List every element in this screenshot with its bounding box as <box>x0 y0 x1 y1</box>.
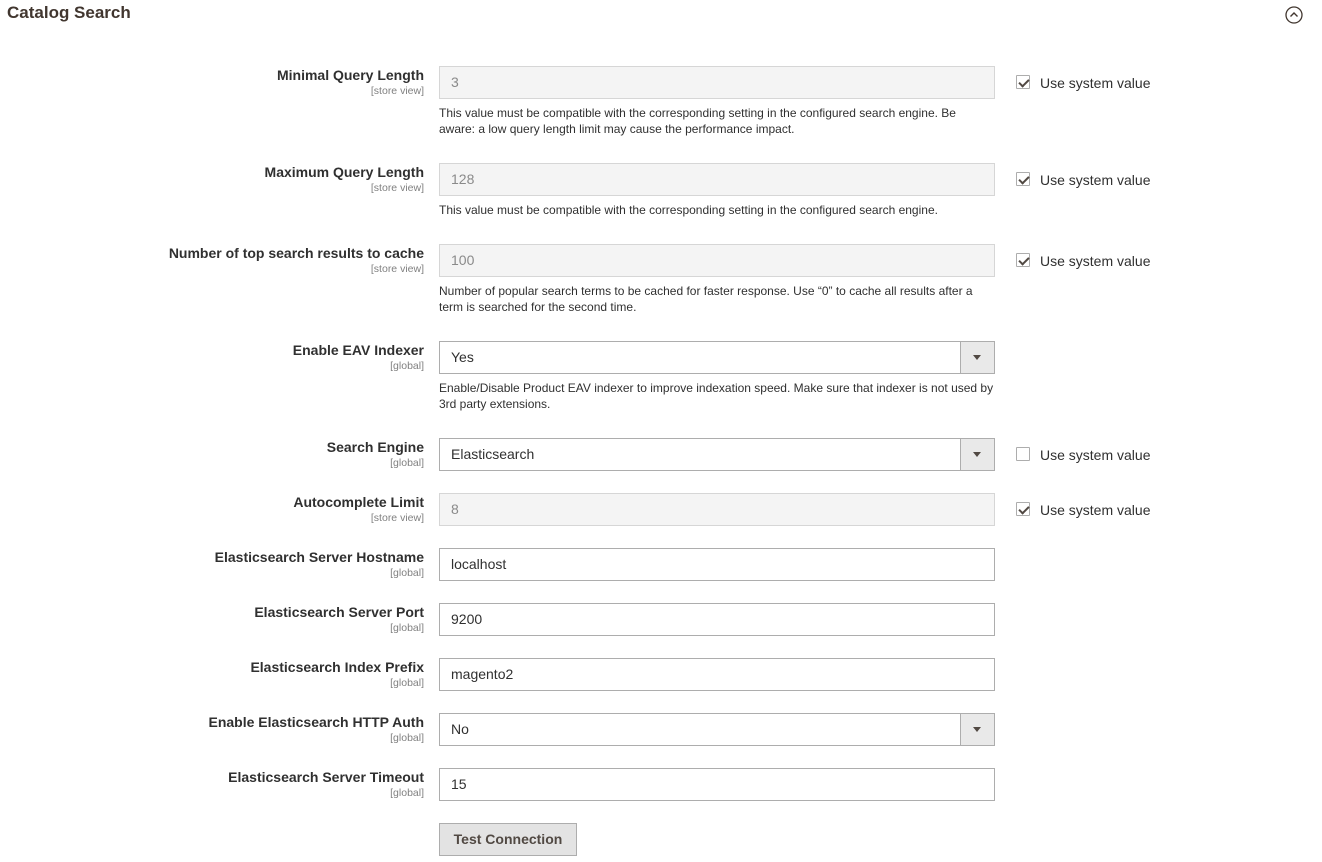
autocomplete-limit-scope: [store view] <box>370 512 424 524</box>
section-title[interactable]: Catalog Search <box>7 3 131 22</box>
maximum-query-length-scope: [store view] <box>370 182 424 194</box>
es-port-scope: [global] <box>390 622 424 634</box>
search-engine-label: Search Engine <box>326 439 424 455</box>
maximum-query-length-note: This value must be compatible with the corresponding setting in the configured search engine. <box>439 203 938 217</box>
use-system-label: Use system value <box>1040 502 1151 518</box>
es-http-auth-select[interactable] <box>439 713 995 746</box>
es-timeout-scope: [global] <box>390 787 424 799</box>
use-system-label: Use system value <box>1040 75 1151 91</box>
use-system-checkbox[interactable] <box>1016 447 1030 461</box>
minimal-query-length-scope: [store view] <box>370 85 424 97</box>
top-search-results-cache-input[interactable]: 100 <box>439 244 995 277</box>
test-connection-button[interactable]: Test Connection <box>439 823 577 856</box>
es-hostname-input[interactable]: localhost <box>439 548 995 581</box>
es-index-prefix-label: Elasticsearch Index Prefix <box>250 659 424 675</box>
es-index-prefix-scope: [global] <box>390 677 424 689</box>
minimal-query-length-input[interactable]: 3 <box>439 66 995 99</box>
es-port-input[interactable]: 9200 <box>439 603 995 636</box>
es-http-auth-label: Enable Elasticsearch HTTP Auth <box>208 714 424 730</box>
maximum-query-length-input[interactable]: 128 <box>439 163 995 196</box>
use-system-label: Use system value <box>1040 172 1151 188</box>
es-http-auth-scope: [global] <box>390 732 424 744</box>
enable-eav-indexer-value: Yes <box>451 349 474 365</box>
es-port-label: Elasticsearch Server Port <box>254 604 424 620</box>
maximum-query-length-label: Maximum Query Length <box>264 164 424 180</box>
use-system-checkbox[interactable] <box>1016 253 1030 267</box>
use-system-checkbox[interactable] <box>1016 75 1030 89</box>
search-engine-value: Elasticsearch <box>451 446 535 462</box>
search-engine-scope: [global] <box>390 457 424 469</box>
autocomplete-limit-input[interactable]: 8 <box>439 493 995 526</box>
es-index-prefix-input[interactable]: magento2 <box>439 658 995 691</box>
enable-eav-indexer-select[interactable] <box>439 341 995 374</box>
top-search-results-cache-note: Number of popular search terms to be cached for faster response. Use “0” to cache all results after a term is searched for the second time. <box>439 284 973 314</box>
caret-down-icon[interactable] <box>960 439 994 470</box>
top-search-results-cache-label: Number of top search results to cache <box>168 245 424 261</box>
es-hostname-scope: [global] <box>390 567 424 579</box>
collapse-section-icon[interactable] <box>1285 6 1303 24</box>
use-system-checkbox[interactable] <box>1016 502 1030 516</box>
es-http-auth-value: No <box>451 721 469 737</box>
es-hostname-label: Elasticsearch Server Hostname <box>214 549 424 565</box>
caret-down-icon[interactable] <box>960 714 994 745</box>
autocomplete-limit-label: Autocomplete Limit <box>293 494 424 510</box>
use-system-label: Use system value <box>1040 253 1151 269</box>
es-timeout-label: Elasticsearch Server Timeout <box>228 769 424 785</box>
es-timeout-input[interactable]: 15 <box>439 768 995 801</box>
top-search-results-cache-scope: [store view] <box>370 263 424 275</box>
minimal-query-length-note: This value must be compatible with the corresponding setting in the configured search engine. Be aware: a low query length limit may cause the performance impact. <box>439 106 956 136</box>
minimal-query-length-label: Minimal Query Length <box>276 67 424 83</box>
enable-eav-indexer-scope: [global] <box>390 360 424 372</box>
use-system-checkbox[interactable] <box>1016 172 1030 186</box>
enable-eav-indexer-label: Enable EAV Indexer <box>292 342 424 358</box>
use-system-label: Use system value <box>1040 447 1151 463</box>
caret-down-icon[interactable] <box>960 342 994 373</box>
search-engine-select[interactable] <box>439 438 995 471</box>
enable-eav-indexer-note: Enable/Disable Product EAV indexer to improve indexation speed. Make sure that indexer is not used by 3rd party extensions. <box>439 381 994 411</box>
